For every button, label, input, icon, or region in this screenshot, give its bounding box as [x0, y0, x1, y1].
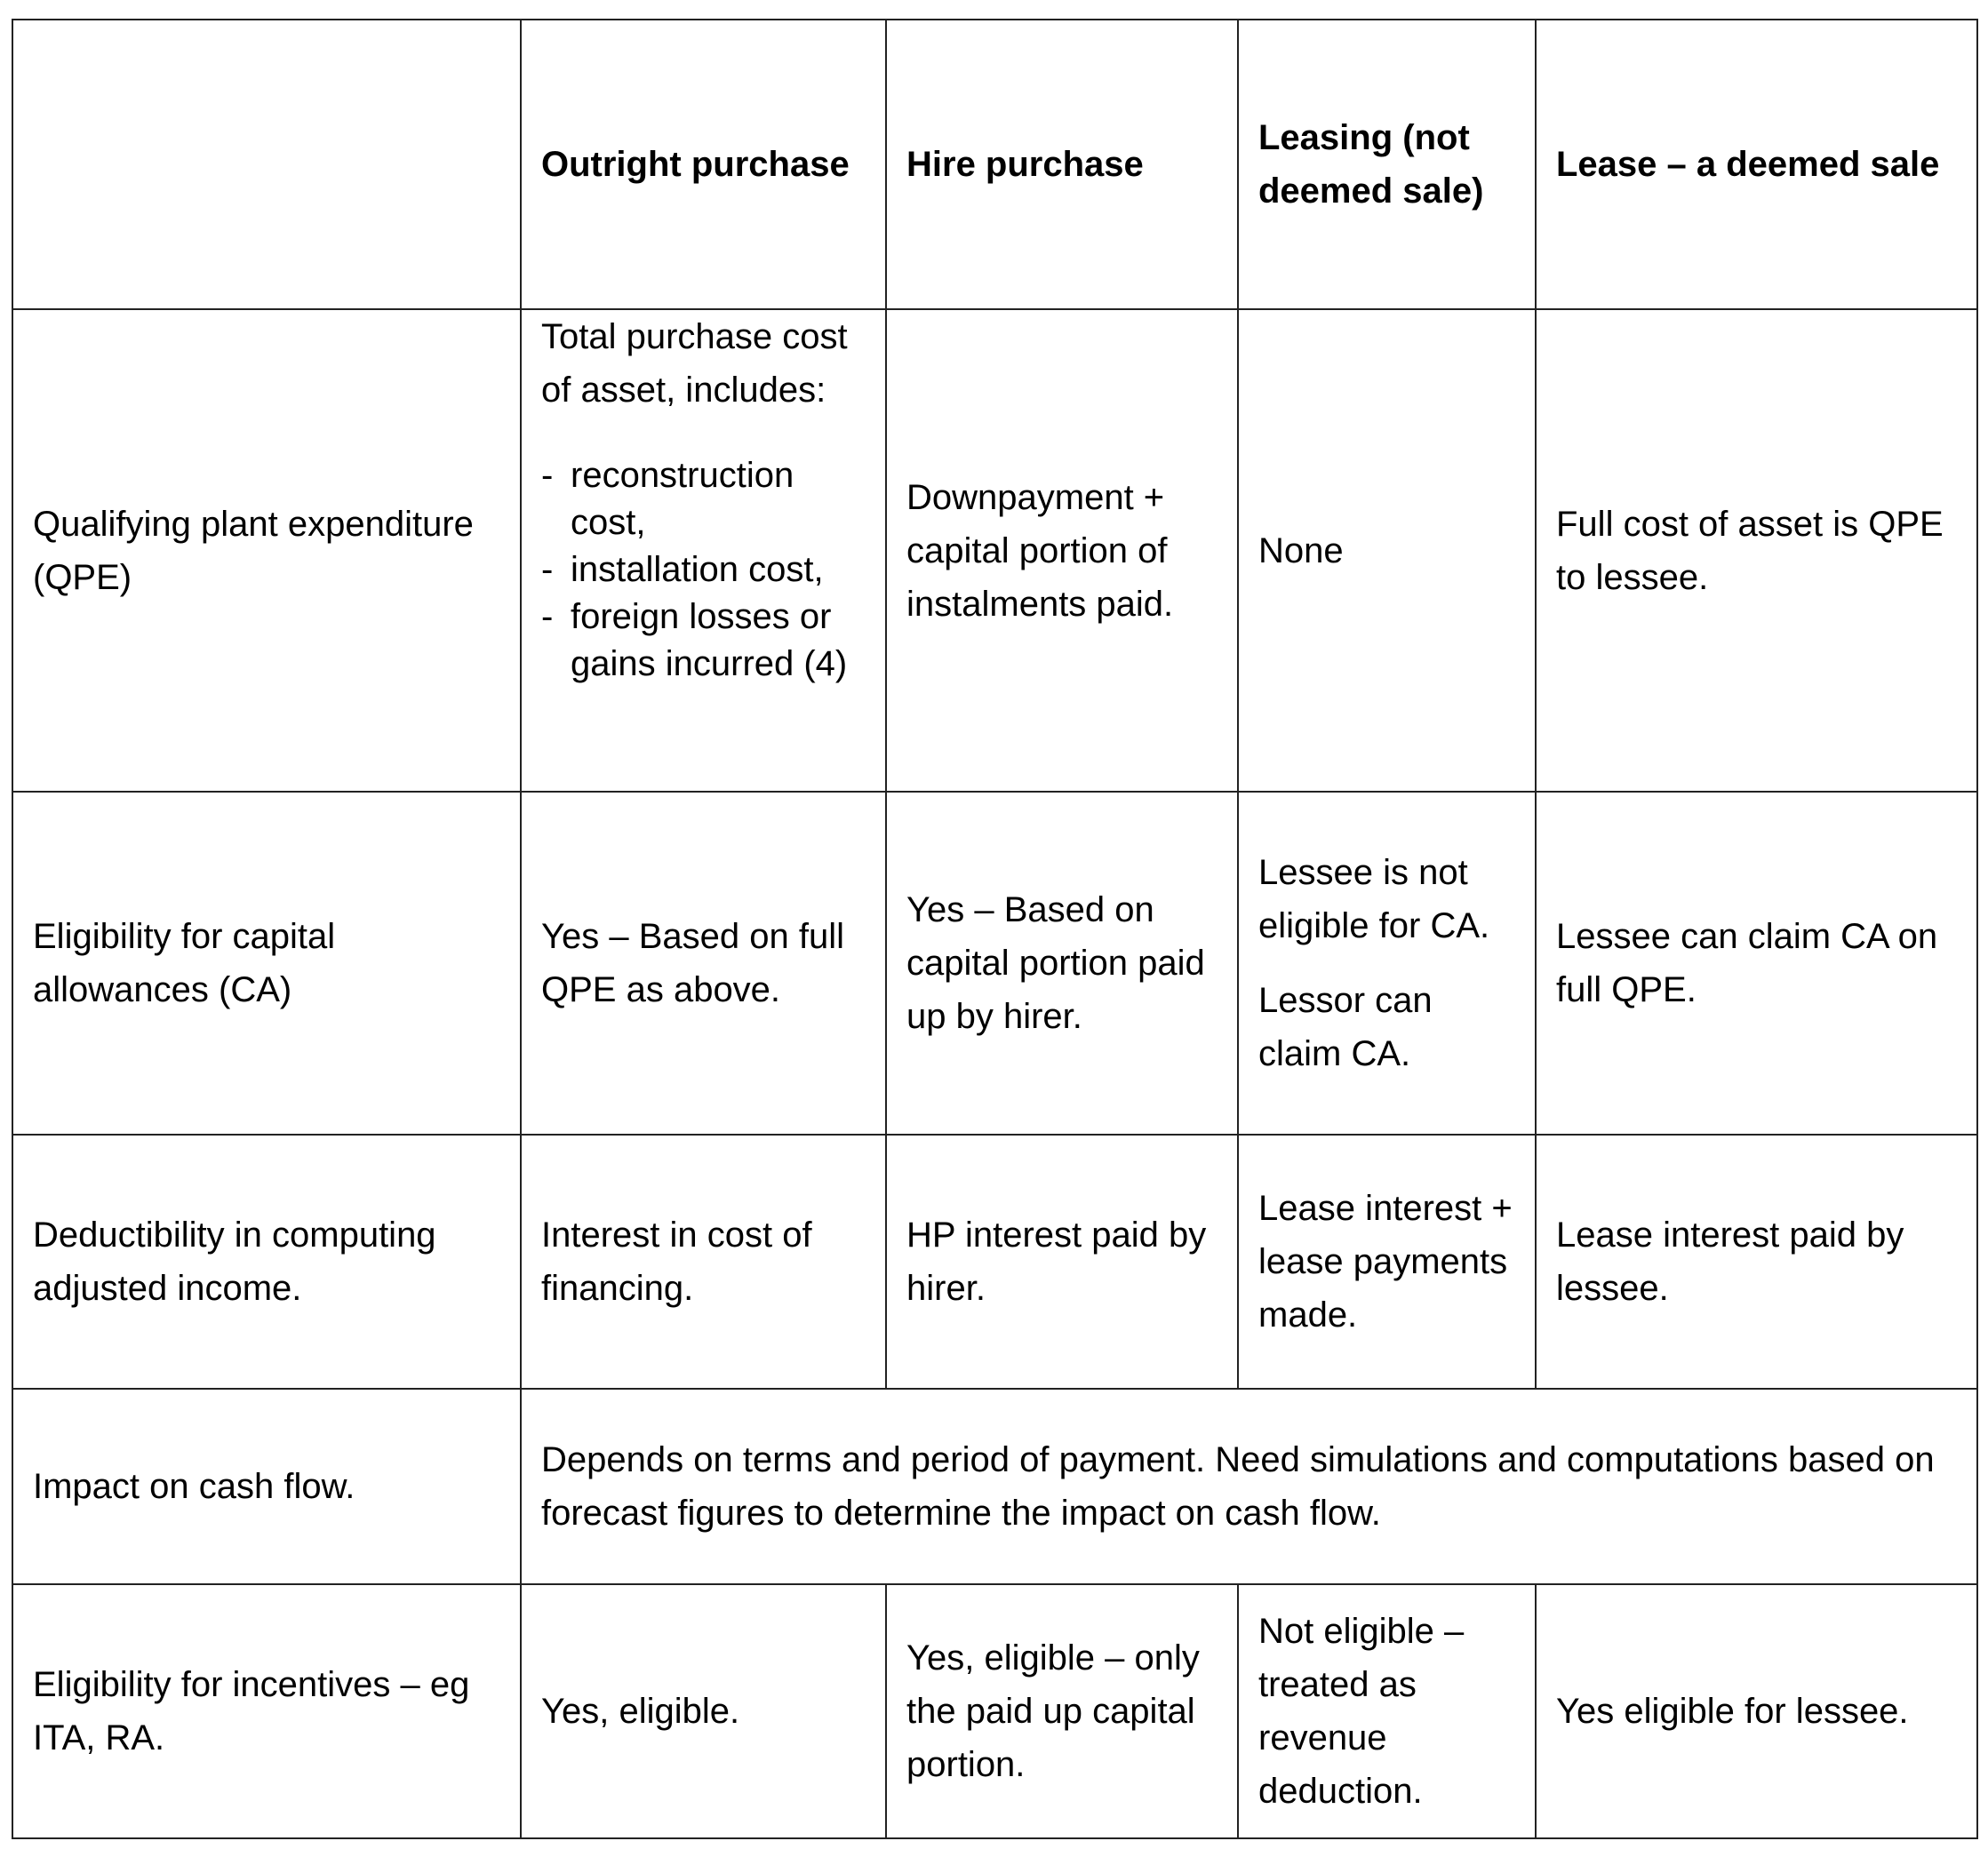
cell-paragraph: Lessor can claim CA. — [1258, 981, 1433, 1073]
cell-deemed: Yes eligible for lessee. — [1536, 1584, 1977, 1838]
cell-hire: HP interest paid by hirer. — [886, 1135, 1238, 1389]
comparison-table — [12, 19, 1978, 1839]
cell-hire: Downpayment + capital portion of instalments paid. — [886, 309, 1238, 792]
list-item: - installation cost, — [541, 546, 867, 594]
cell-leasing — [1238, 792, 1536, 1135]
row-label: Qualifying plant expenditure (QPE) — [12, 309, 521, 792]
header-leasing: Leasing (not deemed sale) — [1238, 20, 1536, 309]
cell-hire: Yes, eligible – only the paid up capital portion. — [886, 1584, 1238, 1838]
header-row — [12, 20, 1977, 309]
cell-outright: Yes, eligible. — [521, 1584, 886, 1838]
cell-outright: Yes – Based on full QPE as above. — [521, 792, 886, 1135]
table-row — [12, 309, 1977, 792]
list-item: - reconstruction cost, — [541, 452, 867, 546]
list-item: - foreign losses or gains incurred (4) — [541, 594, 867, 688]
cell-deemed: Lease interest paid by lessee. — [1536, 1135, 1977, 1389]
row-label: Eligibility for incentives – eg ITA, RA. — [12, 1584, 521, 1838]
cost-list — [541, 452, 867, 688]
cell-deemed: Full cost of asset is QPE to lessee. — [1536, 309, 1977, 792]
table-row — [12, 1584, 1977, 1838]
table-row — [12, 1135, 1977, 1389]
cell-leasing: Lease interest + lease payments made. — [1238, 1135, 1536, 1389]
table-row — [12, 792, 1977, 1135]
cell-intro: Total purchase cost of asset, includes: — [541, 317, 848, 410]
header-outright-purchase: Outright purchase — [521, 20, 886, 309]
header-empty — [12, 20, 521, 309]
row-label: Eligibility for capital allowances (CA) — [12, 792, 521, 1135]
cell-outright: Interest in cost of financing. — [521, 1135, 886, 1389]
header-deemed-sale: Lease – a deemed sale — [1536, 20, 1977, 309]
cell-merged: Depends on terms and period of payment. Need simulations and computations based on forecast figures to determine the impact on cash flow. — [521, 1389, 1977, 1584]
row-label: Deductibility in computing adjusted income. — [12, 1135, 521, 1389]
cell-paragraph: Lessee is not eligible for CA. — [1258, 853, 1490, 945]
table-row — [12, 1389, 1977, 1584]
header-hire-purchase: Hire purchase — [886, 20, 1238, 309]
cell-leasing: None — [1238, 309, 1536, 792]
cell-leasing: Not eligible – treated as revenue deduction. — [1238, 1584, 1536, 1838]
cell-deemed: Lessee can claim CA on full QPE. — [1536, 792, 1977, 1135]
cell-hire: Yes – Based on capital portion paid up by hirer. — [886, 792, 1238, 1135]
row-label: Impact on cash flow. — [12, 1389, 521, 1584]
cell-outright — [521, 309, 886, 792]
